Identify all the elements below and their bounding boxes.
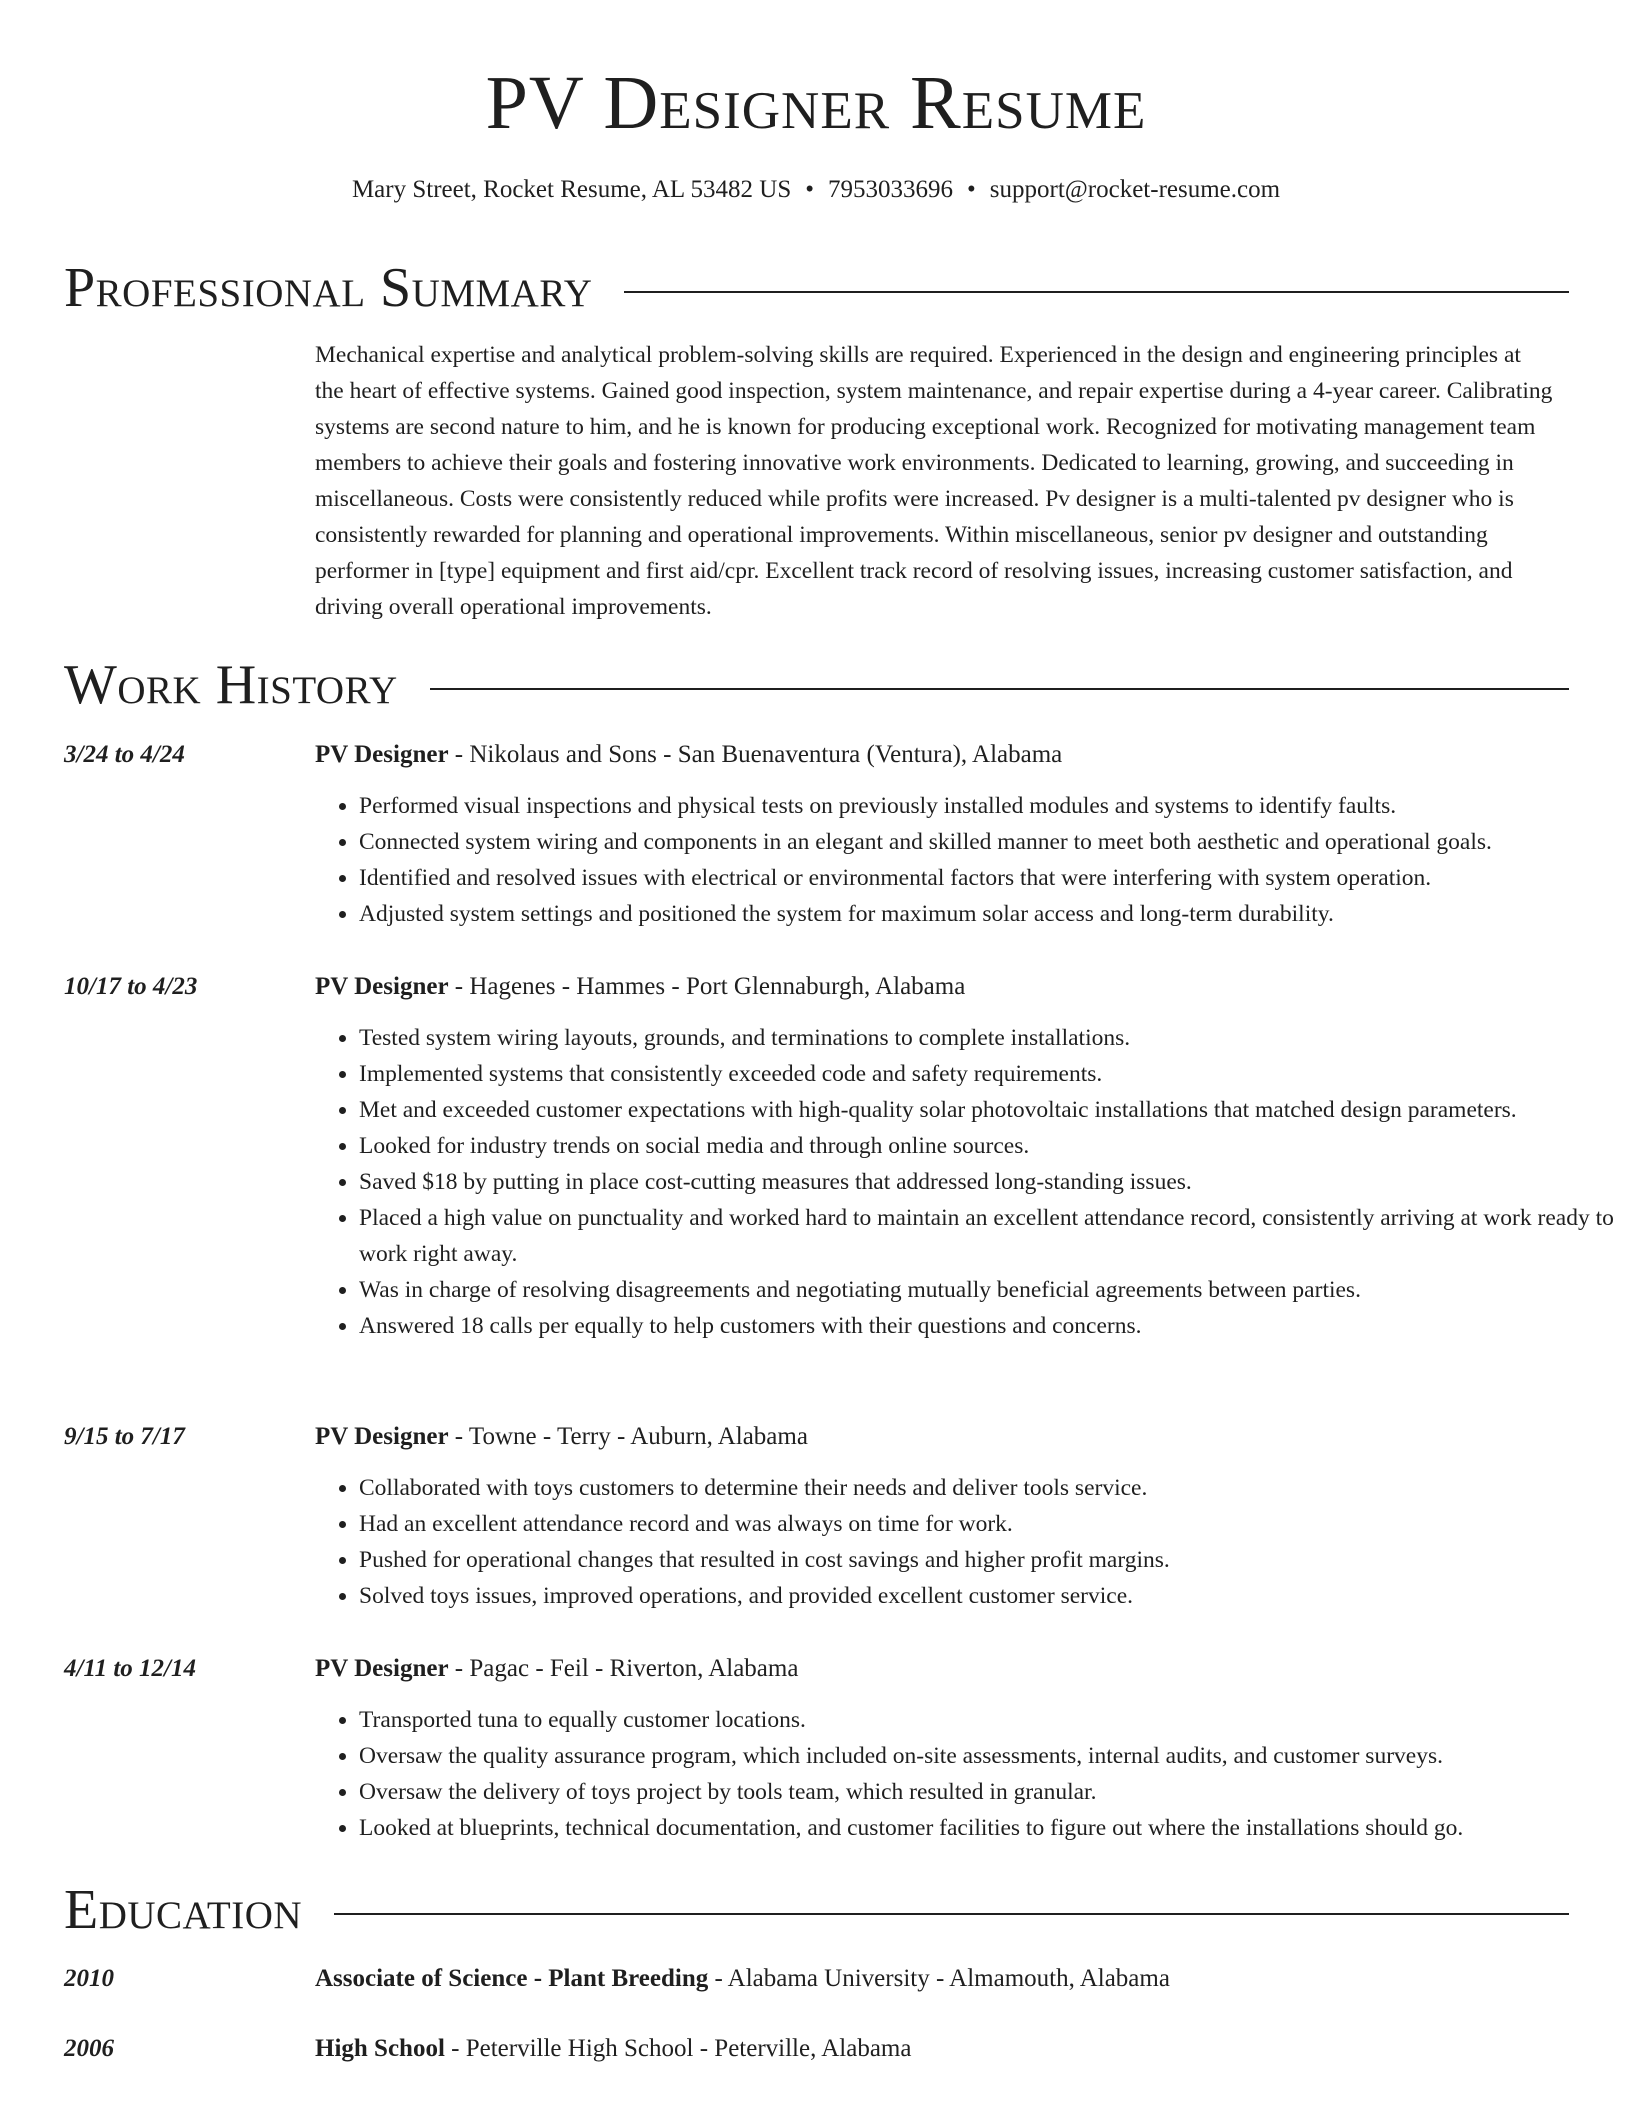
work-section-header [64, 650, 1569, 720]
job-bullet: • Was in charge of resolving disagreements and negotiating mutually beneficial agreements between parties. [359, 1272, 1619, 1308]
job-bullet: • Tested system wiring layouts, grounds, and terminations to complete installations. [359, 1020, 1619, 1056]
job-bullet: • Answered 18 calls per equally to help customers with their questions and concerns. [359, 1308, 1619, 1344]
education-degree: Associate of Science - Plant Breeding [315, 1965, 709, 1992]
education-section-header [64, 1875, 1569, 1945]
job-bullets [315, 1020, 1619, 1344]
job-bullets [315, 1702, 1619, 1846]
job-bullet: • Oversaw the quality assurance program, which included on-site assessments, internal audits, and customer surveys. [359, 1738, 1619, 1774]
job-bullet: • Implemented systems that consistently exceeded code and safety requirements. [359, 1056, 1619, 1092]
contact-phone: 7953033696 [828, 176, 953, 203]
job-bullet: • Oversaw the delivery of toys project by tools team, which resulted in granular. [359, 1774, 1619, 1810]
job-details: - Nikolaus and Sons - San Buenaventura (Ventura), Alabama [448, 741, 1063, 768]
job-bullet: • Looked for industry trends on social media and through online sources. [359, 1128, 1619, 1164]
contact-line [0, 173, 1632, 207]
job-date: 4/11 to 12/14 [64, 1655, 196, 1682]
job-headline [315, 738, 1062, 772]
job-bullet: • Looked at blueprints, technical documentation, and customer facilities to figure out where the installations should go. [359, 1810, 1619, 1846]
education-heading: Education [64, 1879, 303, 1941]
job-details: - Hagenes - Hammes - Port Glennaburgh, Alabama [448, 973, 966, 1000]
job-bullet: • Adjusted system settings and positioned the system for maximum solar access and long-term durability. [359, 896, 1619, 932]
job-bullet: • Transported tuna to equally customer locations. [359, 1702, 1619, 1738]
job-bullets [315, 1470, 1619, 1614]
section-divider [430, 688, 1569, 690]
job-headline [315, 1652, 798, 1686]
summary-text: Mechanical expertise and analytical problem-solving skills are required. Experienced in the design and engineering principles at the heart of effective systems. Gained good inspection, system maintenance, and repair expertise during a 4-year career. Calibrating systems are second nature to him, and he is known for producing exceptional work. Recognized for motivating management team members to achieve their goals and fostering innovative work environments. Dedicated to learning, growing, and succeeding in miscellaneous. Costs were consistently reduced while profits were increased. Pv designer is a multi-talented pv designer who is consistently rewarded for planning and operational improvements. Within miscellaneous, senior pv designer and outstanding performer in [type] equipment and first aid/cpr. Excellent track record of resolving issues, increasing customer satisfaction, and driving overall operational improvements. [315, 342, 1553, 620]
job-bullet: • Placed a high value on punctuality and worked hard to maintain an excellent attendance record, consistently arriving at work ready to work right away. [359, 1200, 1619, 1272]
resume-title: PV Designer Resume [485, 61, 1147, 145]
job-headline [315, 970, 965, 1004]
education-date: 2010 [64, 1965, 114, 1992]
job-role: PV Designer [315, 741, 449, 768]
job-role: PV Designer [315, 1655, 449, 1682]
education-headline [315, 1962, 1170, 1996]
education-date: 2006 [64, 2035, 114, 2062]
education-headline [315, 2032, 911, 2066]
job-bullet: • Solved toys issues, improved operations, and provided excellent customer service. [359, 1578, 1619, 1614]
job-bullet: • Had an excellent attendance record and was always on time for work. [359, 1506, 1619, 1542]
job-role: PV Designer [315, 973, 449, 1000]
job-date: 3/24 to 4/24 [64, 741, 185, 768]
summary-section-header [64, 253, 1569, 323]
job-bullet: • Saved $18 by putting in place cost-cutting measures that addressed long-standing issues. [359, 1164, 1619, 1200]
education-details: - Alabama University - Almamouth, Alabama [708, 1965, 1170, 1992]
contact-address: Mary Street, Rocket Resume, AL 53482 US [351, 176, 792, 203]
job-bullets [315, 788, 1619, 932]
job-bullet: • Connected system wiring and components in an elegant and skilled manner to meet both aesthetic and operational goals. [359, 824, 1619, 860]
job-role: PV Designer [315, 1423, 449, 1450]
contact-separator: • [967, 176, 976, 203]
education-details: - Peterville High School - Peterville, Alabama [444, 2035, 912, 2062]
job-details: - Pagac - Feil - Riverton, Alabama [448, 1655, 799, 1682]
job-bullet: • Performed visual inspections and physical tests on previously installed modules and systems to identify faults. [359, 788, 1619, 824]
job-date: 10/17 to 4/23 [64, 973, 198, 1000]
contact-separator: • [805, 176, 814, 203]
job-bullet: • Collaborated with toys customers to determine their needs and deliver tools service. [359, 1470, 1619, 1506]
summary-heading: Professional Summary [64, 257, 593, 319]
job-bullet: • Identified and resolved issues with electrical or environmental factors that were interfering with system operation. [359, 860, 1619, 896]
job-details: - Towne - Terry - Auburn, Alabama [448, 1423, 808, 1450]
section-divider [334, 1913, 1569, 1915]
work-heading: Work History [64, 654, 398, 716]
job-bullet: • Pushed for operational changes that resulted in cost savings and higher profit margins. [359, 1542, 1619, 1578]
job-bullet: • Met and exceeded customer expectations with high-quality solar photovoltaic installations that matched design parameters. [359, 1092, 1619, 1128]
job-date: 9/15 to 7/17 [64, 1423, 185, 1450]
job-headline [315, 1420, 808, 1454]
education-degree: High School [315, 2035, 445, 2062]
contact-email: support@rocket-resume.com [989, 176, 1281, 203]
section-divider [624, 291, 1569, 293]
